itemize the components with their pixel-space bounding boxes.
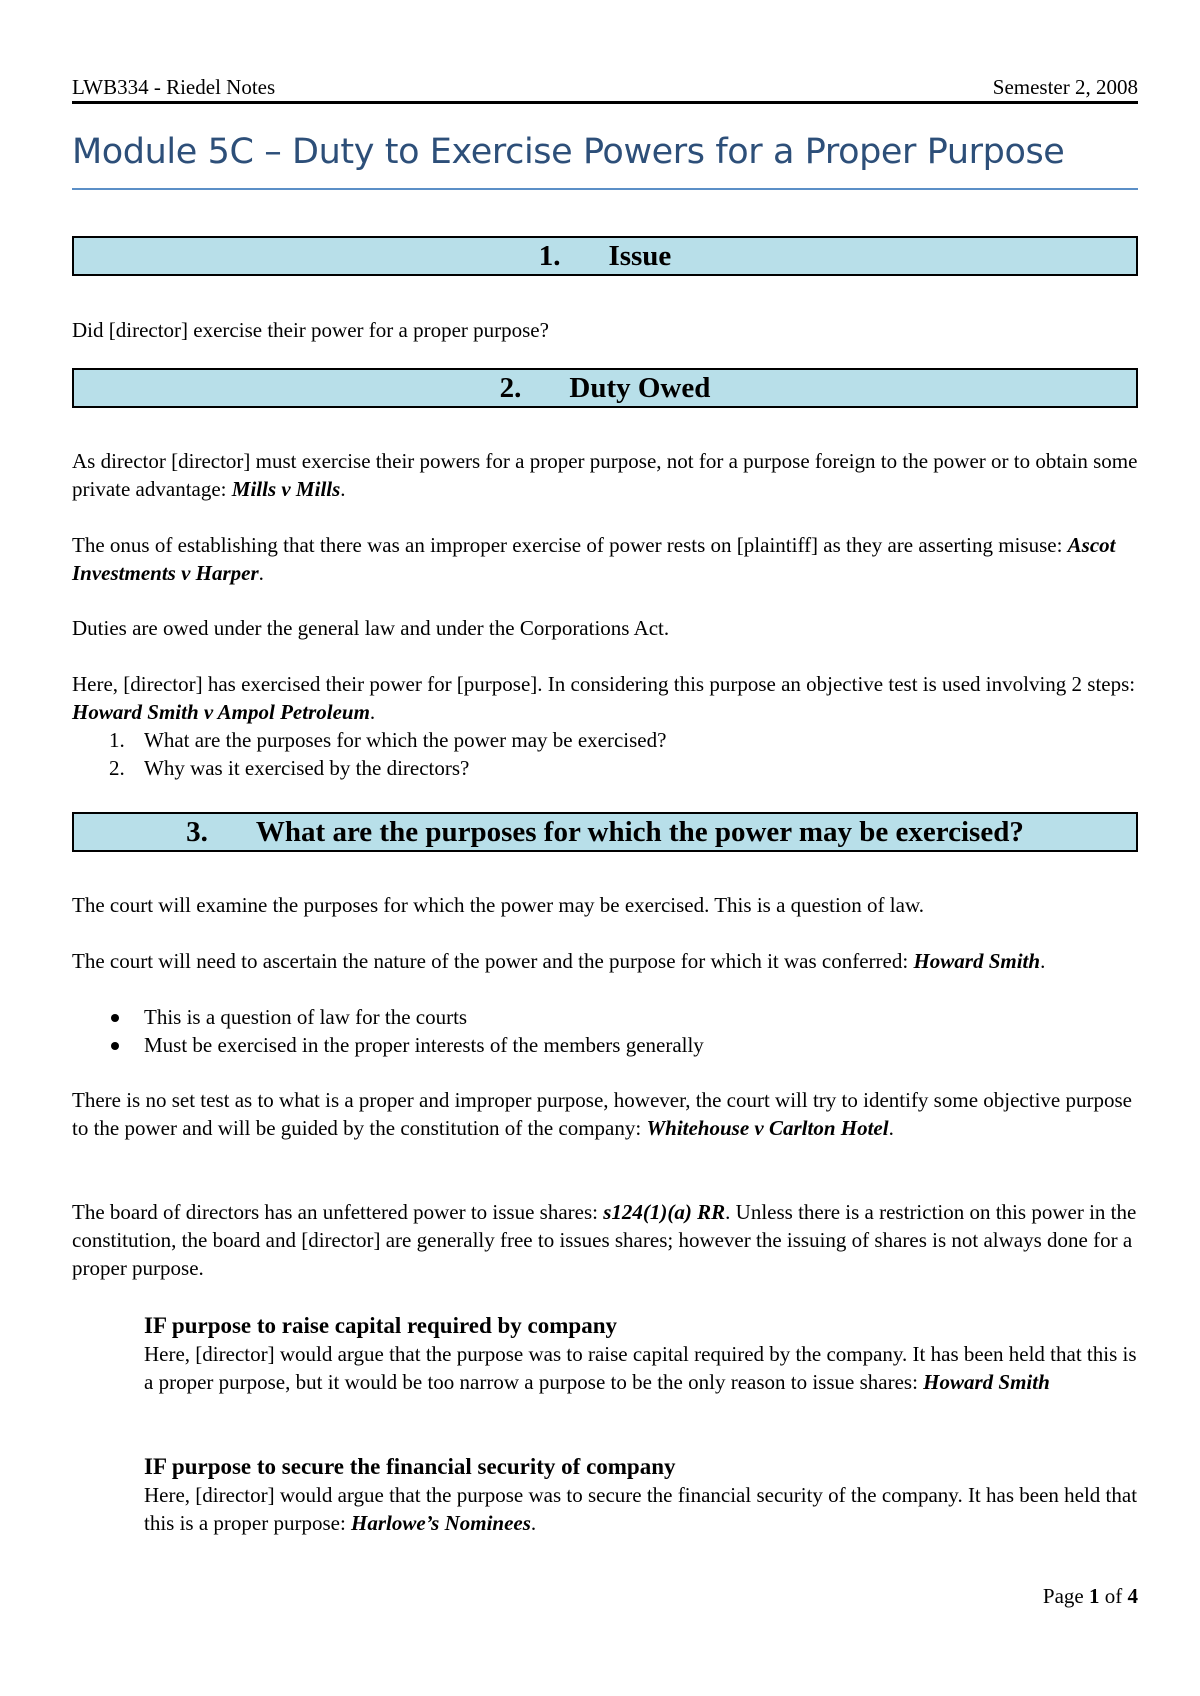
paragraph-text: Here, [director] would argue that the purpose was to raise capital required by the company. It has been held that this is a proper purpose, but it would be too narrow a purpose to be the only reason to issue shares: bbox=[144, 1342, 1137, 1394]
paragraph-end: . Unless there is a restriction on this power in the constitution, the board and [director] are generally free to issues shares; however the issuing of shares is not always done for a proper purpose. bbox=[72, 1200, 1137, 1280]
case-citation: Mills v Mills bbox=[231, 477, 341, 501]
page-label: Page bbox=[1042, 1584, 1089, 1608]
subheading-financial-security: IF purpose to secure the financial security of company bbox=[144, 1454, 676, 1479]
bullet-item bbox=[144, 1031, 1134, 1059]
purposes-paragraph-4 bbox=[72, 1198, 1138, 1282]
page-header bbox=[72, 72, 1138, 100]
case-citation: Whitehouse v Carlton Hotel bbox=[646, 1116, 889, 1140]
section-number: 2. bbox=[499, 371, 522, 404]
test-step-item bbox=[109, 754, 1134, 782]
case-citation: Ascot Investments v Harper bbox=[72, 533, 1116, 585]
page-title: Module 5C – Duty to Exercise Powers for a Proper Purpose bbox=[72, 132, 1065, 172]
list-number: 2. bbox=[109, 756, 125, 780]
header-rule bbox=[72, 101, 1138, 104]
duty-paragraph-3 bbox=[72, 614, 1138, 642]
bullet-item bbox=[144, 1003, 1134, 1031]
subheading-raise-capital: IF purpose to raise capital required by company bbox=[144, 1313, 618, 1338]
page-number bbox=[1043, 1584, 1138, 1609]
paragraph-text: Duties are owed under the general law and under the Corporations Act. bbox=[72, 616, 670, 640]
purposes-paragraph-3 bbox=[72, 1086, 1138, 1142]
paragraph-text: Here, [director] has exercised their power for [purpose]. In considering this purpose an objective test is used involving 2 steps: bbox=[72, 672, 1136, 696]
list-item-text: Why was it exercised by the directors? bbox=[144, 756, 470, 780]
raise-capital-paragraph bbox=[144, 1340, 1138, 1396]
bullet-icon bbox=[111, 1014, 119, 1022]
page-of-label: of bbox=[1099, 1584, 1128, 1608]
test-step-item bbox=[109, 726, 1134, 754]
paragraph-text: Here, [director] would argue that the purpose was to secure the financial security of the company. It has been held that this is a proper purpose: bbox=[144, 1483, 1138, 1535]
statute-citation: s124(1)(a) RR bbox=[603, 1200, 726, 1224]
section-heading-issue bbox=[72, 236, 1138, 276]
list-item-text: Must be exercised in the proper interests of the members generally bbox=[144, 1033, 704, 1057]
case-citation: Howard Smith v Ampol Petroleum bbox=[72, 700, 370, 724]
duty-paragraph-2 bbox=[72, 531, 1138, 587]
section-heading-duty-owed bbox=[72, 368, 1138, 408]
purposes-paragraph-1 bbox=[72, 891, 1138, 919]
paragraph-end: . bbox=[888, 1116, 894, 1140]
section-number: 1. bbox=[538, 239, 561, 272]
paragraph-text: The board of directors has an unfettered power to issue shares: bbox=[72, 1200, 604, 1224]
header-course: LWB334 - Riedel Notes bbox=[72, 75, 276, 99]
header-semester: Semester 2, 2008 bbox=[992, 75, 1138, 99]
section-title: Duty Owed bbox=[569, 371, 711, 404]
section-title: What are the purposes for which the power may be exercised? bbox=[255, 815, 1024, 848]
case-citation: Harlowe’s Nominees bbox=[351, 1511, 531, 1535]
bullet-icon bbox=[111, 1042, 119, 1050]
issue-paragraph bbox=[72, 316, 1138, 344]
issue-text: Did [director] exercise their power for a proper purpose? bbox=[72, 318, 549, 342]
case-citation: Howard Smith bbox=[913, 949, 1041, 973]
case-citation: Howard Smith bbox=[923, 1370, 1050, 1394]
paragraph-text: There is no set test as to what is a proper and improper purpose, however, the court will try to identify some objective purpose to the power and will be guided by the constitution of the company: bbox=[72, 1088, 1132, 1140]
list-item-text: What are the purposes for which the power may be exercised? bbox=[144, 728, 667, 752]
paragraph-text: The onus of establishing that there was an improper exercise of power rests on [plaintiff] as they are asserting misuse: bbox=[72, 533, 1068, 557]
duty-paragraph-4 bbox=[72, 670, 1138, 726]
paragraph-end: . bbox=[1040, 949, 1046, 973]
total-pages: 4 bbox=[1127, 1584, 1138, 1608]
section-heading-purposes bbox=[72, 812, 1138, 852]
financial-security-paragraph bbox=[144, 1481, 1138, 1537]
paragraph-text: The court will examine the purposes for which the power may be exercised. This is a question of law. bbox=[72, 893, 925, 917]
paragraph-end: . bbox=[369, 700, 376, 724]
paragraph-end: . bbox=[258, 561, 264, 585]
list-number: 1. bbox=[109, 728, 125, 752]
purposes-paragraph-2 bbox=[72, 947, 1138, 975]
section-title: Issue bbox=[608, 239, 672, 272]
section-number: 3. bbox=[186, 815, 208, 848]
title-rule bbox=[72, 188, 1138, 190]
current-page: 1 bbox=[1089, 1584, 1100, 1608]
paragraph-end: . bbox=[530, 1511, 537, 1535]
list-item-text: This is a question of law for the courts bbox=[144, 1005, 468, 1029]
paragraph-text: As director [director] must exercise their powers for a proper purpose, not for a purpose foreign to the power or to obtain some private advantage: bbox=[72, 449, 1138, 501]
paragraph-end: . bbox=[340, 477, 346, 501]
duty-paragraph-1 bbox=[72, 447, 1138, 503]
paragraph-text: The court will need to ascertain the nature of the power and the purpose for which it was conferred: bbox=[72, 949, 914, 973]
